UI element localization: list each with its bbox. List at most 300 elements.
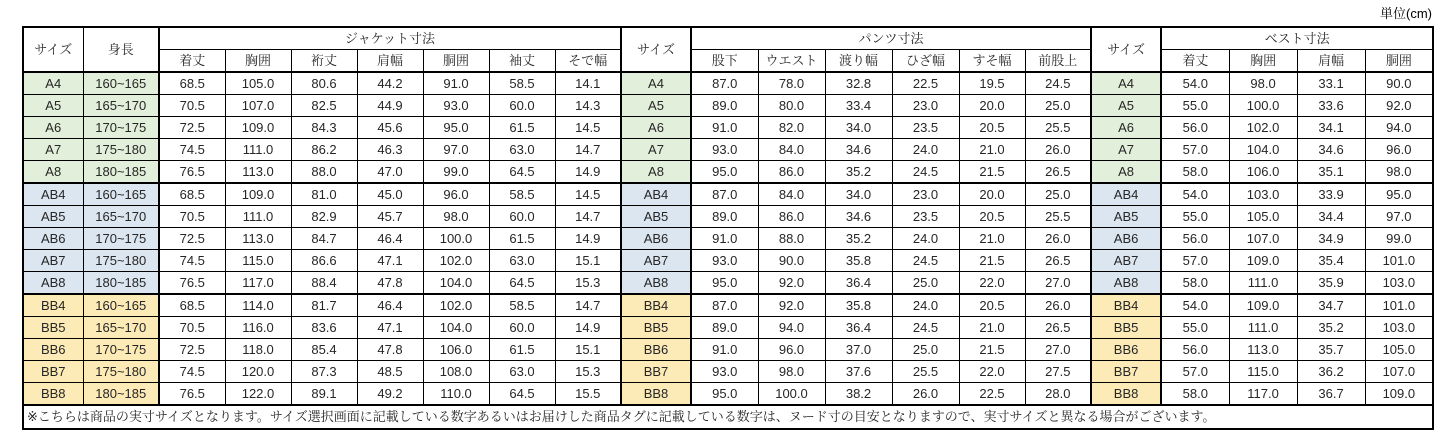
size-column-header: サイズ	[621, 27, 691, 72]
pants-value-cell: 23.5	[892, 206, 959, 228]
vest-value-cell: 33.1	[1297, 72, 1365, 95]
pants-value-cell: 21.5	[959, 339, 1025, 361]
vest-value-cell: 100.0	[1229, 95, 1297, 117]
height-cell: 160~165	[83, 183, 159, 206]
size-cell: BB5	[1091, 317, 1161, 339]
vest-value-cell: 57.0	[1161, 250, 1229, 272]
jacket-value-cell: 72.5	[159, 339, 225, 361]
size-cell: BB7	[1091, 361, 1161, 383]
vest-value-cell: 95.0	[1365, 183, 1433, 206]
pants-value-cell: 35.8	[825, 250, 892, 272]
jacket-value-cell: 109.0	[225, 183, 291, 206]
vest-value-cell: 90.0	[1365, 72, 1433, 95]
vest-value-cell: 35.7	[1297, 339, 1365, 361]
vest-value-cell: 103.0	[1365, 317, 1433, 339]
vest-value-cell: 56.0	[1161, 228, 1229, 250]
table-row	[23, 72, 1433, 95]
jacket-value-cell: 74.5	[159, 139, 225, 161]
jacket-value-cell: 122.0	[225, 383, 291, 406]
size-table	[22, 26, 1434, 406]
pants-value-cell: 93.0	[691, 250, 758, 272]
pants-value-cell: 87.0	[691, 183, 758, 206]
pants-value-cell: 36.4	[825, 272, 892, 295]
table-row	[23, 383, 1433, 406]
jacket-value-cell: 104.0	[423, 272, 489, 295]
jacket-value-cell: 106.0	[423, 339, 489, 361]
column-header: 着丈	[1161, 50, 1229, 73]
size-cell: BB4	[23, 294, 83, 317]
vest-section-title: ベスト寸法	[1161, 27, 1433, 50]
vest-value-cell: 107.0	[1365, 361, 1433, 383]
pants-value-cell: 21.0	[959, 317, 1025, 339]
pants-value-cell: 25.0	[892, 339, 959, 361]
pants-value-cell: 23.5	[892, 117, 959, 139]
pants-value-cell: 26.5	[1025, 250, 1091, 272]
vest-value-cell: 105.0	[1365, 339, 1433, 361]
column-header: 着丈	[159, 50, 225, 73]
jacket-value-cell: 76.5	[159, 383, 225, 406]
size-cell: BB4	[1091, 294, 1161, 317]
column-header: 股下	[691, 50, 758, 73]
jacket-value-cell: 14.5	[555, 183, 621, 206]
vest-value-cell: 55.0	[1161, 206, 1229, 228]
pants-value-cell: 35.8	[825, 294, 892, 317]
pants-value-cell: 23.0	[892, 95, 959, 117]
size-cell: AB8	[621, 272, 691, 295]
pants-value-cell: 28.0	[1025, 383, 1091, 406]
pants-value-cell: 22.5	[892, 72, 959, 95]
jacket-value-cell: 61.5	[489, 339, 555, 361]
vest-value-cell: 36.2	[1297, 361, 1365, 383]
pants-value-cell: 82.0	[758, 117, 825, 139]
jacket-value-cell: 86.6	[291, 250, 357, 272]
vest-value-cell: 94.0	[1365, 117, 1433, 139]
jacket-value-cell: 74.5	[159, 250, 225, 272]
jacket-value-cell: 115.0	[225, 250, 291, 272]
pants-value-cell: 86.0	[758, 161, 825, 184]
column-header: 渡り幅	[825, 50, 892, 73]
pants-value-cell: 27.0	[1025, 339, 1091, 361]
pants-value-cell: 36.4	[825, 317, 892, 339]
vest-value-cell: 56.0	[1161, 339, 1229, 361]
jacket-value-cell: 61.5	[489, 228, 555, 250]
jacket-value-cell: 46.3	[357, 139, 423, 161]
pants-value-cell: 100.0	[758, 383, 825, 406]
size-cell: AB5	[23, 206, 83, 228]
jacket-value-cell: 100.0	[423, 228, 489, 250]
height-cell: 170~175	[83, 117, 159, 139]
jacket-value-cell: 89.1	[291, 383, 357, 406]
jacket-value-cell: 45.0	[357, 183, 423, 206]
jacket-value-cell: 60.0	[489, 317, 555, 339]
size-cell: A8	[621, 161, 691, 184]
pants-value-cell: 21.5	[959, 250, 1025, 272]
pants-value-cell: 88.0	[758, 228, 825, 250]
vest-value-cell: 97.0	[1365, 206, 1433, 228]
vest-value-cell: 36.7	[1297, 383, 1365, 406]
pants-value-cell: 26.0	[1025, 294, 1091, 317]
size-cell: A5	[1091, 95, 1161, 117]
vest-value-cell: 111.0	[1229, 272, 1297, 295]
vest-value-cell: 109.0	[1365, 383, 1433, 406]
jacket-value-cell: 81.0	[291, 183, 357, 206]
vest-value-cell: 33.9	[1297, 183, 1365, 206]
pants-value-cell: 25.0	[1025, 95, 1091, 117]
vest-value-cell: 35.2	[1297, 317, 1365, 339]
vest-value-cell: 55.0	[1161, 95, 1229, 117]
pants-value-cell: 89.0	[691, 317, 758, 339]
pants-value-cell: 93.0	[691, 361, 758, 383]
jacket-value-cell: 47.0	[357, 161, 423, 184]
size-cell: AB8	[23, 272, 83, 295]
pants-value-cell: 38.2	[825, 383, 892, 406]
column-header: 胸囲	[225, 50, 291, 73]
vest-value-cell: 34.7	[1297, 294, 1365, 317]
jacket-value-cell: 61.5	[489, 117, 555, 139]
vest-value-cell: 55.0	[1161, 317, 1229, 339]
table-header	[23, 27, 1433, 72]
table-row	[23, 206, 1433, 228]
pants-value-cell: 98.0	[758, 361, 825, 383]
vest-value-cell: 35.1	[1297, 161, 1365, 184]
pants-value-cell: 20.0	[959, 183, 1025, 206]
jacket-value-cell: 14.9	[555, 228, 621, 250]
size-cell: AB6	[621, 228, 691, 250]
jacket-value-cell: 114.0	[225, 294, 291, 317]
column-header: 胴囲	[423, 50, 489, 73]
height-cell: 165~170	[83, 95, 159, 117]
jacket-value-cell: 63.0	[489, 250, 555, 272]
vest-value-cell: 54.0	[1161, 183, 1229, 206]
vest-value-cell: 117.0	[1229, 383, 1297, 406]
pants-value-cell: 34.0	[825, 183, 892, 206]
size-cell: BB8	[23, 383, 83, 406]
jacket-value-cell: 14.5	[555, 117, 621, 139]
jacket-value-cell: 72.5	[159, 117, 225, 139]
pants-value-cell: 22.0	[959, 272, 1025, 295]
jacket-value-cell: 70.5	[159, 95, 225, 117]
vest-value-cell: 34.9	[1297, 228, 1365, 250]
size-cell: A7	[23, 139, 83, 161]
pants-value-cell: 24.5	[892, 161, 959, 184]
table-row	[23, 139, 1433, 161]
jacket-value-cell: 113.0	[225, 228, 291, 250]
vest-value-cell: 111.0	[1229, 317, 1297, 339]
pants-value-cell: 34.6	[825, 139, 892, 161]
pants-value-cell: 20.5	[959, 117, 1025, 139]
pants-value-cell: 24.0	[892, 294, 959, 317]
pants-value-cell: 20.0	[959, 95, 1025, 117]
jacket-value-cell: 85.4	[291, 339, 357, 361]
size-table-body	[23, 72, 1433, 405]
size-cell: A6	[621, 117, 691, 139]
jacket-value-cell: 102.0	[423, 294, 489, 317]
pants-value-cell: 84.0	[758, 139, 825, 161]
pants-value-cell: 86.0	[758, 206, 825, 228]
table-row	[23, 228, 1433, 250]
vest-value-cell: 33.6	[1297, 95, 1365, 117]
vest-value-cell: 109.0	[1229, 294, 1297, 317]
vest-value-cell: 34.6	[1297, 139, 1365, 161]
jacket-value-cell: 95.0	[423, 117, 489, 139]
vest-value-cell: 57.0	[1161, 139, 1229, 161]
size-cell: BB6	[621, 339, 691, 361]
jacket-value-cell: 44.9	[357, 95, 423, 117]
jacket-value-cell: 15.5	[555, 383, 621, 406]
pants-value-cell: 34.6	[825, 206, 892, 228]
pants-value-cell: 25.0	[1025, 183, 1091, 206]
pants-value-cell: 24.0	[892, 139, 959, 161]
jacket-value-cell: 60.0	[489, 206, 555, 228]
pants-value-cell: 22.5	[959, 383, 1025, 406]
jacket-value-cell: 76.5	[159, 272, 225, 295]
jacket-value-cell: 86.2	[291, 139, 357, 161]
jacket-value-cell: 64.5	[489, 272, 555, 295]
jacket-value-cell: 97.0	[423, 139, 489, 161]
pants-value-cell: 24.5	[892, 317, 959, 339]
pants-value-cell: 91.0	[691, 117, 758, 139]
pants-value-cell: 24.5	[1025, 72, 1091, 95]
jacket-value-cell: 63.0	[489, 361, 555, 383]
jacket-value-cell: 81.7	[291, 294, 357, 317]
column-header: 胴囲	[1365, 50, 1433, 73]
pants-value-cell: 96.0	[758, 339, 825, 361]
column-header: 肩幅	[1297, 50, 1365, 73]
vest-value-cell: 58.0	[1161, 161, 1229, 184]
jacket-value-cell: 107.0	[225, 95, 291, 117]
jacket-value-cell: 93.0	[423, 95, 489, 117]
jacket-value-cell: 74.5	[159, 361, 225, 383]
size-cell: BB7	[23, 361, 83, 383]
jacket-value-cell: 58.5	[489, 183, 555, 206]
jacket-value-cell: 111.0	[225, 206, 291, 228]
jacket-value-cell: 83.6	[291, 317, 357, 339]
jacket-value-cell: 46.4	[357, 294, 423, 317]
pants-value-cell: 25.5	[1025, 206, 1091, 228]
size-cell: AB6	[23, 228, 83, 250]
size-cell: BB7	[621, 361, 691, 383]
jacket-value-cell: 113.0	[225, 161, 291, 184]
vest-value-cell: 54.0	[1161, 72, 1229, 95]
vest-value-cell: 34.4	[1297, 206, 1365, 228]
jacket-value-cell: 44.2	[357, 72, 423, 95]
jacket-value-cell: 14.1	[555, 72, 621, 95]
jacket-value-cell: 117.0	[225, 272, 291, 295]
jacket-value-cell: 96.0	[423, 183, 489, 206]
jacket-value-cell: 15.3	[555, 361, 621, 383]
size-cell: A8	[1091, 161, 1161, 184]
pants-value-cell: 19.5	[959, 72, 1025, 95]
table-row	[23, 117, 1433, 139]
size-cell: A6	[1091, 117, 1161, 139]
jacket-value-cell: 84.7	[291, 228, 357, 250]
column-header: 肩幅	[357, 50, 423, 73]
vest-value-cell: 98.0	[1365, 161, 1433, 184]
jacket-value-cell: 84.3	[291, 117, 357, 139]
vest-value-cell: 103.0	[1229, 183, 1297, 206]
jacket-value-cell: 70.5	[159, 206, 225, 228]
jacket-value-cell: 45.6	[357, 117, 423, 139]
jacket-value-cell: 14.7	[555, 294, 621, 317]
size-cell: AB4	[1091, 183, 1161, 206]
jacket-value-cell: 88.0	[291, 161, 357, 184]
size-cell: AB5	[621, 206, 691, 228]
vest-value-cell: 57.0	[1161, 361, 1229, 383]
size-cell: A4	[1091, 72, 1161, 95]
vest-value-cell: 103.0	[1365, 272, 1433, 295]
size-cell: A7	[1091, 139, 1161, 161]
pants-value-cell: 91.0	[691, 339, 758, 361]
pants-value-cell: 25.0	[892, 272, 959, 295]
jacket-value-cell: 64.5	[489, 383, 555, 406]
jacket-value-cell: 14.7	[555, 139, 621, 161]
table-row	[23, 294, 1433, 317]
pants-value-cell: 91.0	[691, 228, 758, 250]
jacket-value-cell: 87.3	[291, 361, 357, 383]
jacket-value-cell: 105.0	[225, 72, 291, 95]
vest-value-cell: 107.0	[1229, 228, 1297, 250]
jacket-value-cell: 48.5	[357, 361, 423, 383]
height-cell: 170~175	[83, 228, 159, 250]
jacket-value-cell: 14.9	[555, 161, 621, 184]
jacket-value-cell: 58.5	[489, 294, 555, 317]
pants-value-cell: 80.0	[758, 95, 825, 117]
vest-value-cell: 101.0	[1365, 294, 1433, 317]
pants-value-cell: 89.0	[691, 95, 758, 117]
jacket-value-cell: 104.0	[423, 317, 489, 339]
pants-value-cell: 95.0	[691, 161, 758, 184]
jacket-value-cell: 70.5	[159, 317, 225, 339]
vest-value-cell: 92.0	[1365, 95, 1433, 117]
pants-value-cell: 20.5	[959, 206, 1025, 228]
jacket-value-cell: 80.6	[291, 72, 357, 95]
jacket-value-cell: 68.5	[159, 294, 225, 317]
jacket-value-cell: 68.5	[159, 72, 225, 95]
size-cell: A4	[621, 72, 691, 95]
vest-value-cell: 102.0	[1229, 117, 1297, 139]
vest-value-cell: 58.0	[1161, 272, 1229, 295]
pants-value-cell: 37.6	[825, 361, 892, 383]
pants-value-cell: 94.0	[758, 317, 825, 339]
pants-value-cell: 22.0	[959, 361, 1025, 383]
jacket-value-cell: 49.2	[357, 383, 423, 406]
jacket-value-cell: 14.7	[555, 206, 621, 228]
pants-value-cell: 21.0	[959, 139, 1025, 161]
pants-value-cell: 32.8	[825, 72, 892, 95]
pants-value-cell: 34.0	[825, 117, 892, 139]
pants-value-cell: 26.5	[1025, 161, 1091, 184]
size-cell: AB5	[1091, 206, 1161, 228]
size-column-header: サイズ	[1091, 27, 1161, 72]
jacket-value-cell: 63.0	[489, 139, 555, 161]
size-cell: AB6	[1091, 228, 1161, 250]
jacket-value-cell: 88.4	[291, 272, 357, 295]
jacket-value-cell: 47.1	[357, 250, 423, 272]
height-cell: 160~165	[83, 294, 159, 317]
height-cell: 180~185	[83, 383, 159, 406]
jacket-value-cell: 91.0	[423, 72, 489, 95]
jacket-value-cell: 45.7	[357, 206, 423, 228]
table-row	[23, 250, 1433, 272]
pants-section-title: パンツ寸法	[691, 27, 1091, 50]
jacket-value-cell: 58.5	[489, 72, 555, 95]
size-cell: AB8	[1091, 272, 1161, 295]
size-cell: A6	[23, 117, 83, 139]
jacket-value-cell: 82.5	[291, 95, 357, 117]
pants-value-cell: 21.0	[959, 228, 1025, 250]
vest-value-cell: 105.0	[1229, 206, 1297, 228]
size-cell: A4	[23, 72, 83, 95]
table-row	[23, 95, 1433, 117]
size-cell: A7	[621, 139, 691, 161]
column-header: 袖丈	[489, 50, 555, 73]
size-cell: BB4	[621, 294, 691, 317]
header-row-columns	[23, 50, 1433, 73]
pants-value-cell: 20.5	[959, 294, 1025, 317]
vest-value-cell: 58.0	[1161, 383, 1229, 406]
height-cell: 160~165	[83, 72, 159, 95]
pants-value-cell: 84.0	[758, 183, 825, 206]
height-cell: 180~185	[83, 272, 159, 295]
column-header: 裄丈	[291, 50, 357, 73]
vest-value-cell: 35.9	[1297, 272, 1365, 295]
jacket-value-cell: 116.0	[225, 317, 291, 339]
jacket-value-cell: 46.4	[357, 228, 423, 250]
jacket-value-cell: 47.8	[357, 339, 423, 361]
column-header: 胸囲	[1229, 50, 1297, 73]
pants-value-cell: 92.0	[758, 294, 825, 317]
pants-value-cell: 26.5	[1025, 317, 1091, 339]
column-header: 前股上	[1025, 50, 1091, 73]
vest-value-cell: 56.0	[1161, 117, 1229, 139]
jacket-value-cell: 14.3	[555, 95, 621, 117]
jacket-value-cell: 108.0	[423, 361, 489, 383]
size-cell: AB7	[23, 250, 83, 272]
height-cell: 165~170	[83, 206, 159, 228]
size-cell: AB4	[23, 183, 83, 206]
size-cell: BB8	[1091, 383, 1161, 406]
pants-value-cell: 90.0	[758, 250, 825, 272]
vest-value-cell: 104.0	[1229, 139, 1297, 161]
height-cell: 175~180	[83, 361, 159, 383]
pants-value-cell: 37.0	[825, 339, 892, 361]
pants-value-cell: 89.0	[691, 206, 758, 228]
size-cell: AB7	[1091, 250, 1161, 272]
unit-label: 単位(cm)	[1380, 6, 1432, 21]
pants-value-cell: 24.0	[892, 228, 959, 250]
jacket-value-cell: 110.0	[423, 383, 489, 406]
size-cell: BB5	[621, 317, 691, 339]
table-row	[23, 339, 1433, 361]
pants-value-cell: 26.0	[1025, 228, 1091, 250]
pants-value-cell: 27.5	[1025, 361, 1091, 383]
height-cell: 180~185	[83, 161, 159, 184]
table-row	[23, 317, 1433, 339]
pants-value-cell: 25.5	[1025, 117, 1091, 139]
pants-value-cell: 95.0	[691, 383, 758, 406]
jacket-section-title: ジャケット寸法	[159, 27, 621, 50]
pants-value-cell: 21.5	[959, 161, 1025, 184]
pants-value-cell: 27.0	[1025, 272, 1091, 295]
size-cell: BB5	[23, 317, 83, 339]
jacket-value-cell: 98.0	[423, 206, 489, 228]
pants-value-cell: 25.5	[892, 361, 959, 383]
pants-value-cell: 95.0	[691, 272, 758, 295]
jacket-value-cell: 120.0	[225, 361, 291, 383]
pants-value-cell: 78.0	[758, 72, 825, 95]
jacket-value-cell: 47.1	[357, 317, 423, 339]
vest-value-cell: 98.0	[1229, 72, 1297, 95]
